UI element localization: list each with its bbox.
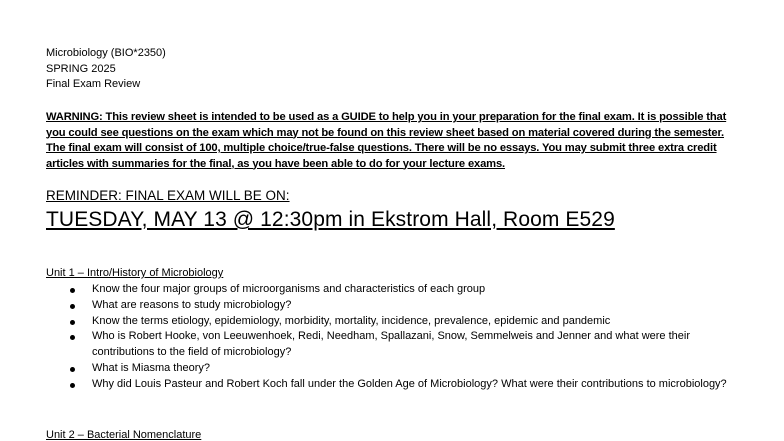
list-item-text: Why did Louis Pasteur and Robert Koch fall under the Golden Age of Microbiology? What were their contributions to microbiology? (92, 377, 727, 390)
list-item-text: Who is Robert Hooke, von Leeuwenhoek, Redi, Needham, Spallazani, Snow, Semmelweis and Jenner and what were their contributions to the field of microbiology? (92, 330, 690, 359)
list-item (46, 377, 746, 393)
exam-date-heading: TUESDAY, MAY 13 @ 12:30pm in Ekstrom Hall, Room E529 (46, 208, 615, 231)
bullet-icon (70, 304, 75, 309)
unit-2-heading: Unit 2 – Bacterial Nomenclature (46, 429, 202, 441)
list-item (46, 298, 746, 314)
document-title: Final Exam Review (46, 78, 141, 90)
bullet-icon (70, 383, 75, 388)
warning-paragraph: WARNING: This review sheet is intended to be used as a GUIDE to help you in your preparation for the final exam. It is possible that you could see questions on the exam which may not be found on this review sheet based on material covered during the semester. The final exam will consist of 100, multiple choice/true-false questions. There will be no essays. You may submit three extra credit articles with summaries for the final, as you have been able to do for your lecture exams. (46, 111, 727, 170)
list-item (46, 329, 746, 361)
list-item-text: Know the terms etiology, epidemiology, morbidity, mortality, incidence, prevalence, epidemic and pandemic (92, 314, 611, 327)
bullet-icon (70, 367, 75, 372)
document-header (46, 46, 166, 93)
bullet-icon (70, 320, 75, 325)
term: SPRING 2025 (46, 62, 116, 75)
bullet-icon (70, 335, 75, 340)
reminder-heading: REMINDER: FINAL EXAM WILL BE ON: (46, 188, 290, 203)
list-item (46, 361, 746, 377)
unit-1-heading: Unit 1 – Intro/History of Microbiology (46, 267, 224, 279)
list-item-text: Know the four major groups of microorganisms and characteristics of each group (92, 283, 486, 295)
list-item (46, 282, 746, 298)
bullet-icon (70, 288, 75, 293)
list-item-text: What are reasons to study microbiology? (92, 298, 292, 311)
list-item-text: What is Miasma theory? (92, 361, 210, 374)
course-title: Microbiology (BIO*2350) (46, 47, 166, 59)
unit-1-bullet-list (46, 282, 746, 393)
list-item (46, 314, 746, 330)
